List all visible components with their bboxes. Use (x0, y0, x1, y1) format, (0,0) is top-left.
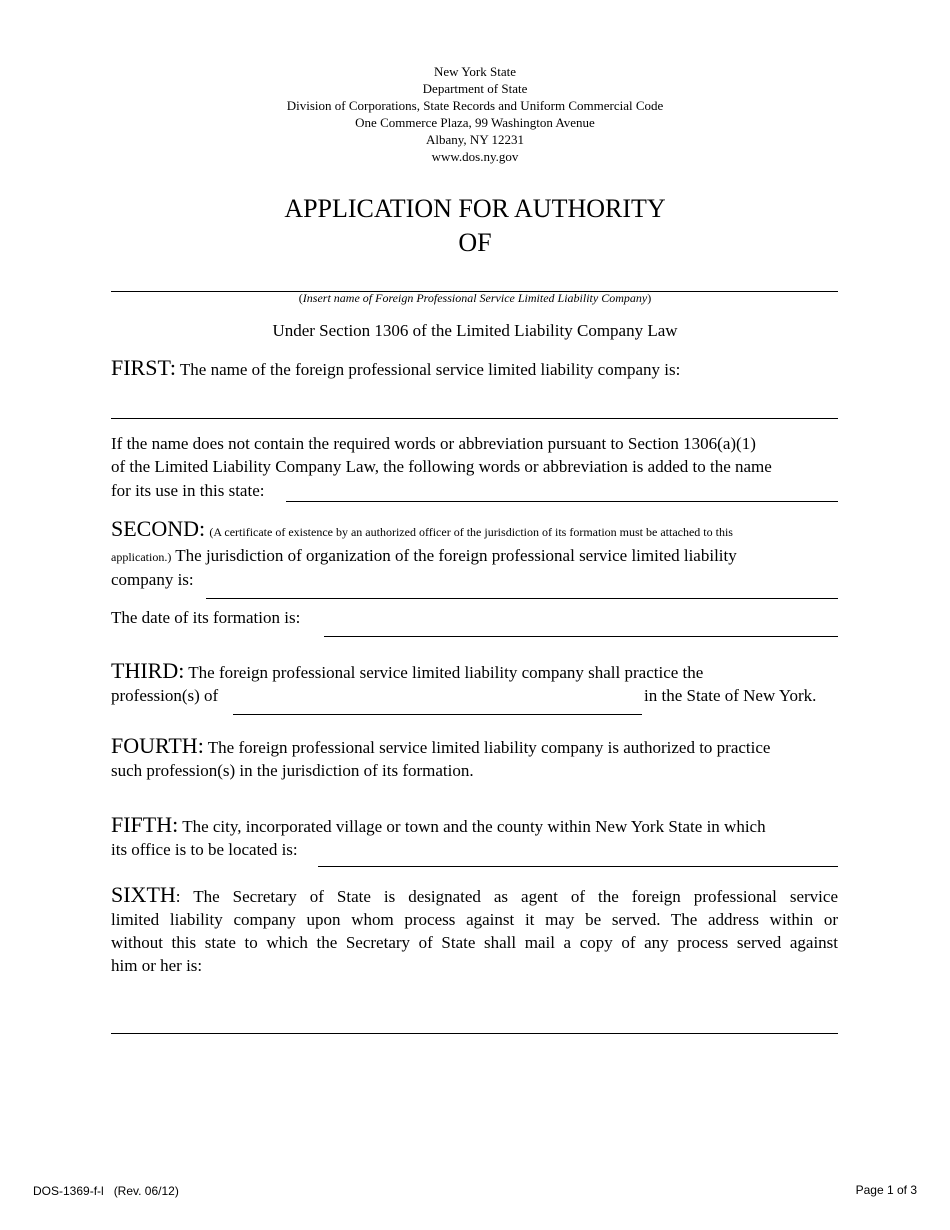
process-address-line[interactable] (111, 1033, 838, 1034)
form-title-line2: OF (458, 228, 492, 257)
sixth-label: SIXTH (111, 882, 176, 907)
fifth-text2: its office is to be located is: (111, 840, 298, 859)
fourth-paragraph (111, 734, 770, 760)
statute-subtitle: Under Section 1306 of the Limited Liability Company Law (272, 321, 678, 340)
fourth-text2: such profession(s) in the jurisdiction of its formation. (111, 761, 474, 780)
caption-open: ( (298, 291, 303, 305)
third-suffix: in the State of New York. (644, 686, 817, 705)
first-paragraph (111, 356, 680, 382)
second-text2: company is: (111, 570, 194, 589)
first-name-line[interactable] (111, 418, 838, 419)
header-city: Albany, NY 12231 (426, 132, 524, 147)
company-name-caption (0, 290, 950, 306)
process-address-value[interactable] (111, 1010, 838, 1033)
form-title-line1: APPLICATION FOR AUTHORITY (284, 194, 666, 223)
name-addition-line3: for its use in this state: (111, 481, 265, 500)
agency-header (0, 63, 950, 165)
name-addition-value[interactable] (286, 478, 838, 501)
header-division: Division of Corporations, State Records and Uniform Commercial Code (286, 98, 664, 113)
sixth-text1: The Secretary of State is designated as agent of the foreign professional service (193, 887, 838, 906)
sixth-text4: him or her is: (111, 956, 203, 975)
sixth-text2: limited liability company upon whom process against it may be served. The address within or (111, 910, 838, 929)
second-label: SECOND: (111, 516, 206, 541)
page-number: Page 1 of 3 (855, 1183, 917, 1197)
sixth-line1 (111, 883, 838, 909)
fifth-text1: The city, incorporated village or town and the county within New York State in which (182, 817, 766, 836)
third-label: THIRD: (111, 658, 185, 683)
sixth-text3: without this state to which the Secretary of State shall mail a copy of any process served against (111, 933, 838, 952)
fifth-label: FIFTH: (111, 812, 179, 837)
third-text1: The foreign professional service limited liability company shall practice the (188, 663, 704, 682)
third-text2: profession(s) of (111, 686, 219, 705)
fourth-label: FOURTH: (111, 733, 204, 758)
second-note-part2: application.) (111, 550, 172, 564)
second-text1: The jurisdiction of organization of the foreign professional service limited liability (175, 546, 737, 565)
second-heading (111, 517, 733, 545)
header-address: One Commerce Plaza, 99 Washington Avenue (355, 115, 595, 130)
sixth-colon: : (175, 887, 181, 906)
third-paragraph (111, 659, 703, 685)
form-title (0, 192, 950, 260)
first-label: FIRST: (111, 355, 176, 380)
formation-date-label: The date of its formation is: (111, 608, 301, 627)
formation-date-value[interactable] (324, 613, 838, 636)
fourth-text1: The foreign professional service limited liability company is authorized to practice (207, 738, 771, 757)
caption-close: ) (647, 291, 652, 305)
name-addition-line2: of the Limited Liability Company Law, the following words or abbreviation is added to the name (111, 457, 772, 476)
profession-line[interactable] (233, 714, 642, 715)
profession-value[interactable] (233, 691, 642, 714)
name-addition-line1: If the name does not contain the required words or abbreviation pursuant to Section 1306(a)(1) (111, 434, 756, 453)
header-website: www.dos.ny.gov (431, 149, 519, 164)
fifth-paragraph (111, 813, 766, 839)
header-state: New York State (434, 64, 516, 79)
second-note-part1: (A certificate of existence by an authorized officer of the jurisdiction of its formation must be attached to this (209, 525, 733, 539)
office-location-value[interactable] (318, 843, 838, 866)
first-name-value[interactable] (111, 395, 838, 418)
header-department: Department of State (422, 81, 528, 96)
second-line2 (111, 544, 737, 570)
caption-text: Insert name of Foreign Professional Service Limited Liability Company (302, 291, 648, 305)
name-addition-line[interactable] (286, 501, 838, 502)
office-location-line[interactable] (318, 866, 838, 867)
first-text: The name of the foreign professional service limited liability company is: (179, 360, 681, 379)
jurisdiction-value[interactable] (206, 575, 838, 598)
jurisdiction-line[interactable] (206, 598, 838, 599)
form-id: DOS-1369-f-l (Rev. 06/12) (33, 1184, 179, 1198)
formation-date-line[interactable] (324, 636, 838, 637)
